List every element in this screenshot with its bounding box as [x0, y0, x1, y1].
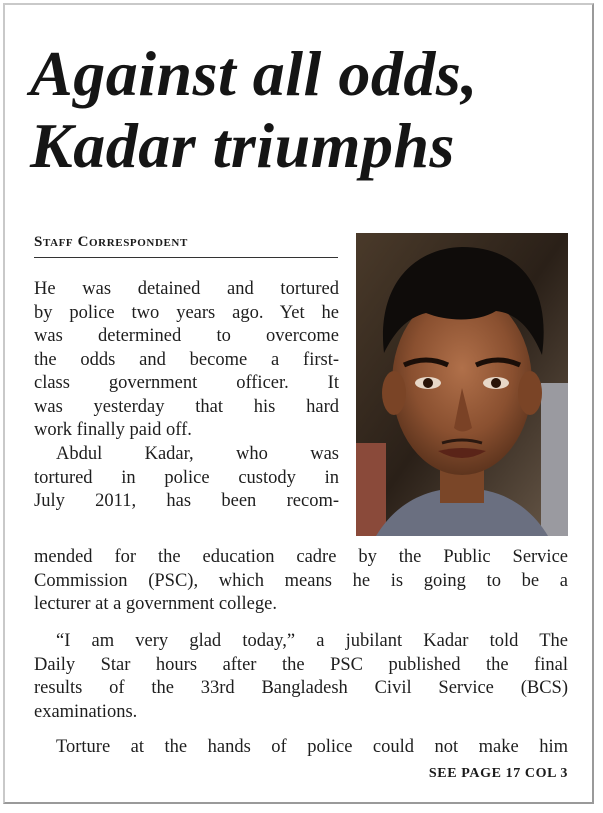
body-line: results of the 33rd Bangladesh Civil Service (BCS) — [34, 678, 568, 698]
body-line: by police two years ago. Yet he — [34, 302, 339, 323]
body-line: examinations. — [34, 701, 138, 722]
body-line: class government officer. It — [34, 373, 339, 393]
paragraph-3 — [34, 630, 568, 724]
body-line: July 2011, has been recom- — [34, 491, 339, 511]
body-line: was determined to overcome — [34, 326, 339, 346]
portrait-illustration — [356, 233, 568, 536]
paragraph-4 — [34, 736, 568, 760]
paragraph-2-wide — [34, 546, 568, 617]
headline-line-2: Kadar triumphs — [30, 110, 455, 181]
body-line: He was detained and tortured — [34, 279, 339, 299]
headline — [30, 38, 590, 182]
body-line: Abdul Kadar, who was — [56, 444, 339, 464]
byline: Staff Correspondent — [34, 234, 338, 258]
headline-line-1: Against all odds, — [30, 38, 478, 109]
body-line: Daily Star hours after the PSC published the final — [34, 654, 568, 675]
paragraph-1 — [34, 278, 339, 443]
body-line: was yesterday that his hard — [34, 396, 339, 417]
portrait-photo — [356, 233, 568, 536]
body-line: tortured in police custody in — [34, 467, 339, 488]
body-line: Torture at the hands of police could not make him — [56, 737, 568, 757]
body-line: Commission (PSC), which means he is going to be a — [34, 570, 568, 591]
body-line: work finally paid off. — [34, 420, 192, 440]
body-line: mended for the education cadre by the Public Service — [34, 547, 568, 567]
body-line: lecturer at a government college. — [34, 594, 277, 614]
paragraph-2-narrow — [34, 443, 339, 514]
body-line: the odds and become a first- — [34, 349, 339, 370]
body-line: “I am very glad today,” a jubilant Kadar told The — [56, 631, 568, 651]
continued-jump-line: SEE PAGE 17 COL 3 — [428, 766, 568, 781]
